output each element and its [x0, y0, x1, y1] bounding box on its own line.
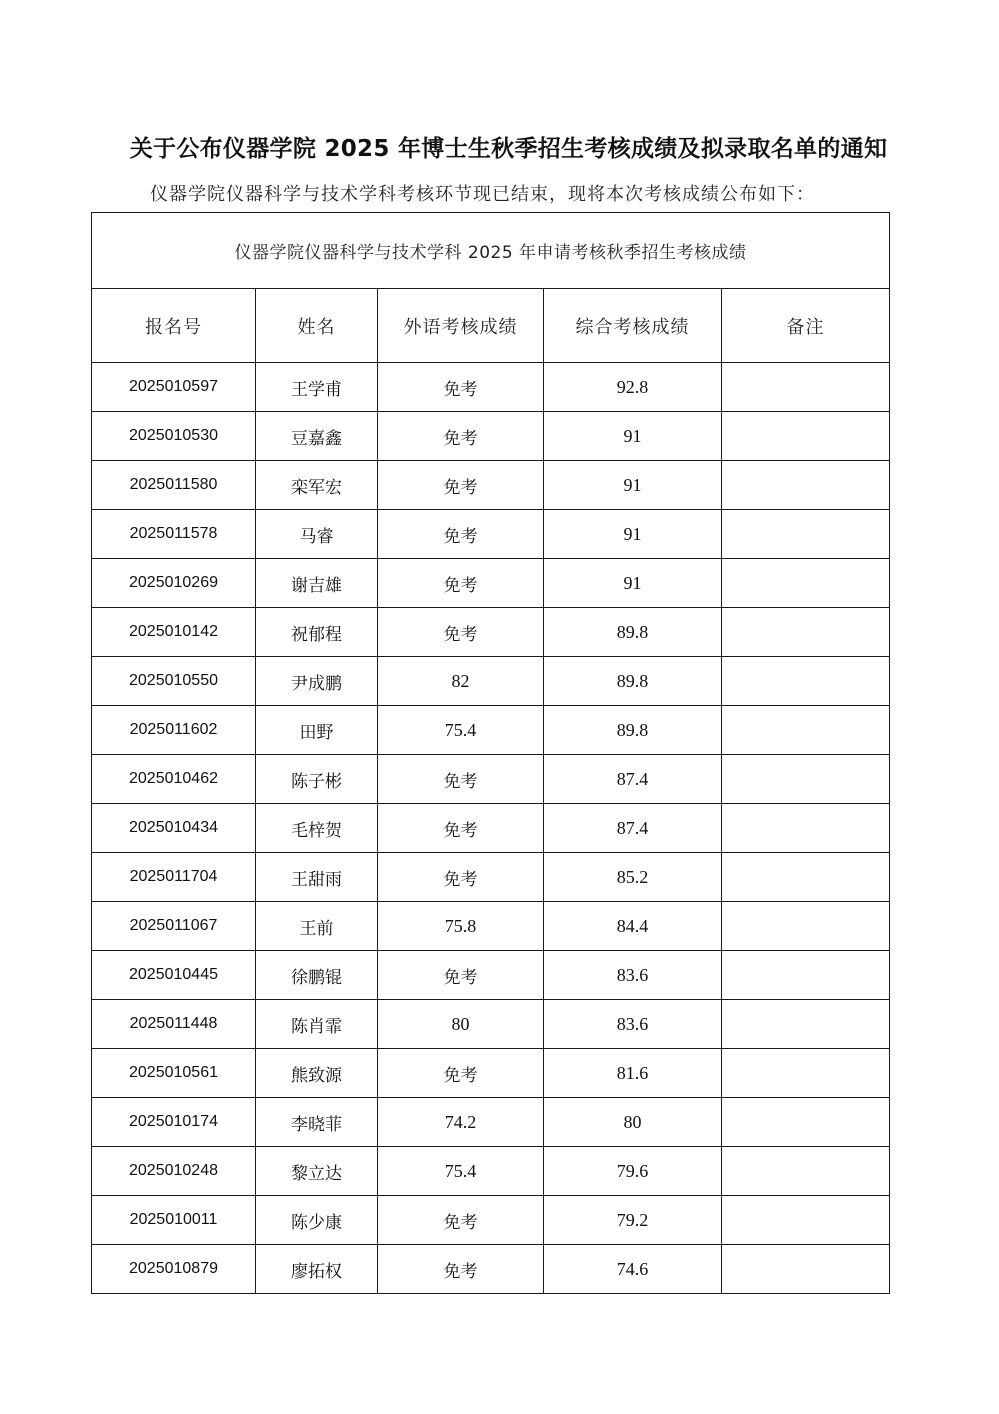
remark-cell — [722, 1049, 890, 1098]
name-cell: 马睿 — [256, 510, 378, 559]
comprehensive-score-cell: 92.8 — [544, 363, 722, 412]
table-row — [92, 657, 890, 706]
table-row — [92, 1000, 890, 1049]
remark-cell — [722, 608, 890, 657]
table-row — [92, 461, 890, 510]
foreign-language-score-cell: 免考 — [378, 461, 544, 510]
name-cell: 尹成鹏 — [256, 657, 378, 706]
remark-cell — [722, 1098, 890, 1147]
remark-cell — [722, 1245, 890, 1294]
foreign-language-score-cell: 免考 — [378, 755, 544, 804]
registration-number-cell: 2025011580 — [92, 461, 256, 510]
comprehensive-score-cell: 80 — [544, 1098, 722, 1147]
comprehensive-score-cell: 91 — [544, 559, 722, 608]
comprehensive-score-cell: 87.4 — [544, 755, 722, 804]
foreign-language-score-cell: 74.2 — [378, 1098, 544, 1147]
registration-number-cell: 2025010561 — [92, 1049, 256, 1098]
table-row — [92, 804, 890, 853]
remark-cell — [722, 853, 890, 902]
registration-number-cell: 2025010445 — [92, 951, 256, 1000]
name-cell: 田野 — [256, 706, 378, 755]
registration-number-cell: 2025010550 — [92, 657, 256, 706]
foreign-language-score-cell: 免考 — [378, 804, 544, 853]
foreign-language-score-cell: 免考 — [378, 559, 544, 608]
foreign-language-score-cell: 75.8 — [378, 902, 544, 951]
remark-cell — [722, 461, 890, 510]
remark-cell — [722, 657, 890, 706]
column-header-name: 姓名 — [256, 289, 378, 363]
remark-cell — [722, 1147, 890, 1196]
comprehensive-score-cell: 83.6 — [544, 951, 722, 1000]
name-cell: 熊致源 — [256, 1049, 378, 1098]
comprehensive-score-cell: 84.4 — [544, 902, 722, 951]
registration-number-cell: 2025010174 — [92, 1098, 256, 1147]
table-row — [92, 1196, 890, 1245]
registration-number-cell: 2025011704 — [92, 853, 256, 902]
foreign-language-score-cell: 75.4 — [378, 1147, 544, 1196]
registration-number-cell: 2025010597 — [92, 363, 256, 412]
name-cell: 祝郁程 — [256, 608, 378, 657]
foreign-language-score-cell: 80 — [378, 1000, 544, 1049]
table-row — [92, 755, 890, 804]
foreign-language-score-cell: 82 — [378, 657, 544, 706]
foreign-language-score-cell: 免考 — [378, 1196, 544, 1245]
foreign-language-score-cell: 免考 — [378, 1245, 544, 1294]
foreign-language-score-cell: 免考 — [378, 608, 544, 657]
remark-cell — [722, 510, 890, 559]
registration-number-cell: 2025011578 — [92, 510, 256, 559]
remark-cell — [722, 412, 890, 461]
comprehensive-score-cell: 74.6 — [544, 1245, 722, 1294]
registration-number-cell: 2025010011 — [92, 1196, 256, 1245]
registration-number-cell: 2025010879 — [92, 1245, 256, 1294]
name-cell: 李晓菲 — [256, 1098, 378, 1147]
table-row — [92, 951, 890, 1000]
remark-cell — [722, 804, 890, 853]
foreign-language-score-cell: 免考 — [378, 412, 544, 461]
name-cell: 王甜雨 — [256, 853, 378, 902]
table-row — [92, 1245, 890, 1294]
name-cell: 徐鹏锟 — [256, 951, 378, 1000]
table-body — [92, 363, 890, 1294]
registration-number-cell: 2025010434 — [92, 804, 256, 853]
column-header-registration-number: 报名号 — [92, 289, 256, 363]
comprehensive-score-cell: 89.8 — [544, 608, 722, 657]
name-cell: 廖拓权 — [256, 1245, 378, 1294]
registration-number-cell: 2025010142 — [92, 608, 256, 657]
column-header-foreign-language-score: 外语考核成绩 — [378, 289, 544, 363]
registration-number-cell: 2025010269 — [92, 559, 256, 608]
comprehensive-score-cell: 91 — [544, 461, 722, 510]
remark-cell — [722, 755, 890, 804]
foreign-language-score-cell: 免考 — [378, 363, 544, 412]
registration-number-cell: 2025011448 — [92, 1000, 256, 1049]
table-row — [92, 1098, 890, 1147]
name-cell: 陈子彬 — [256, 755, 378, 804]
remark-cell — [722, 1196, 890, 1245]
comprehensive-score-cell: 83.6 — [544, 1000, 722, 1049]
remark-cell — [722, 902, 890, 951]
registration-number-cell: 2025010462 — [92, 755, 256, 804]
registration-number-cell: 2025010248 — [92, 1147, 256, 1196]
table-row — [92, 363, 890, 412]
remark-cell — [722, 706, 890, 755]
comprehensive-score-cell: 89.8 — [544, 657, 722, 706]
registration-number-cell: 2025011602 — [92, 706, 256, 755]
name-cell: 黎立达 — [256, 1147, 378, 1196]
table-header-row — [92, 289, 890, 363]
table-row — [92, 608, 890, 657]
name-cell: 谢吉雄 — [256, 559, 378, 608]
column-header-remarks: 备注 — [722, 289, 890, 363]
foreign-language-score-cell: 免考 — [378, 853, 544, 902]
comprehensive-score-cell: 81.6 — [544, 1049, 722, 1098]
table-row — [92, 706, 890, 755]
table-row — [92, 902, 890, 951]
table-row — [92, 1147, 890, 1196]
comprehensive-score-cell: 79.2 — [544, 1196, 722, 1245]
registration-number-cell: 2025011067 — [92, 902, 256, 951]
table-row — [92, 412, 890, 461]
registration-number-cell: 2025010530 — [92, 412, 256, 461]
scores-table — [91, 212, 890, 1294]
comprehensive-score-cell: 87.4 — [544, 804, 722, 853]
name-cell: 毛梓贺 — [256, 804, 378, 853]
foreign-language-score-cell: 免考 — [378, 1049, 544, 1098]
table-caption: 仪器学院仪器科学与技术学科 2025 年申请考核秋季招生考核成绩 — [92, 213, 890, 289]
remark-cell — [722, 951, 890, 1000]
table-row — [92, 510, 890, 559]
comprehensive-score-cell: 85.2 — [544, 853, 722, 902]
name-cell: 栾军宏 — [256, 461, 378, 510]
foreign-language-score-cell: 免考 — [378, 510, 544, 559]
table-row — [92, 853, 890, 902]
name-cell: 陈肖霏 — [256, 1000, 378, 1049]
document-title: 关于公布仪器学院 2025 年博士生秋季招生考核成绩及拟录取名单的通知 — [129, 136, 888, 162]
comprehensive-score-cell: 79.6 — [544, 1147, 722, 1196]
table-caption-row — [92, 213, 890, 289]
foreign-language-score-cell: 75.4 — [378, 706, 544, 755]
name-cell: 豆嘉鑫 — [256, 412, 378, 461]
column-header-comprehensive-score: 综合考核成绩 — [544, 289, 722, 363]
name-cell: 王前 — [256, 902, 378, 951]
intro-text: 仪器学院仪器科学与技术学科考核环节现已结束，现将本次考核成绩公布如下： — [150, 184, 815, 205]
name-cell: 王学甫 — [256, 363, 378, 412]
remark-cell — [722, 1000, 890, 1049]
remark-cell — [722, 363, 890, 412]
foreign-language-score-cell: 免考 — [378, 951, 544, 1000]
comprehensive-score-cell: 91 — [544, 412, 722, 461]
table-row — [92, 1049, 890, 1098]
remark-cell — [722, 559, 890, 608]
comprehensive-score-cell: 91 — [544, 510, 722, 559]
name-cell: 陈少康 — [256, 1196, 378, 1245]
table-row — [92, 559, 890, 608]
comprehensive-score-cell: 89.8 — [544, 706, 722, 755]
